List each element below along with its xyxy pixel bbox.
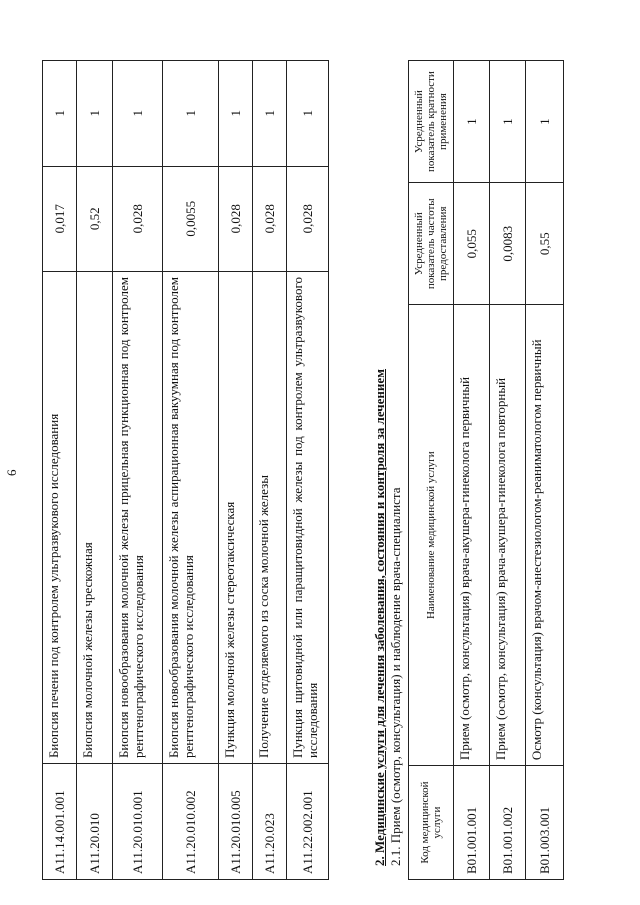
cell-freq: 0,028 bbox=[287, 166, 329, 272]
table-row bbox=[113, 61, 163, 880]
header-name: Наименование медицинской услуги bbox=[409, 305, 454, 766]
cell-mult: 1 bbox=[77, 61, 113, 167]
page-number: 6 bbox=[4, 469, 19, 476]
table-header-row bbox=[409, 61, 454, 880]
cell-name: Прием (осмотр, консультация) врача-акушера-гинеколога повторный bbox=[490, 305, 526, 766]
cell-code: A11.20.023 bbox=[253, 764, 287, 880]
table-row bbox=[77, 61, 113, 880]
cell-freq: 0,055 bbox=[454, 183, 490, 305]
table-row bbox=[219, 61, 253, 880]
header-mult: Усредненный показатель кратности применения bbox=[409, 61, 454, 183]
header-freq: Усредненный показатель частоты предоставления bbox=[409, 183, 454, 305]
cell-name: Пункция молочной железы стереотаксическая bbox=[219, 272, 253, 764]
cell-mult: 1 bbox=[287, 61, 329, 167]
table-row bbox=[43, 61, 77, 880]
cell-name: Биопсия печени под контролем ультразвукового исследования bbox=[43, 272, 77, 764]
cell-mult: 1 bbox=[454, 61, 490, 183]
cell-mult: 1 bbox=[526, 61, 564, 183]
cell-code: A11.20.010 bbox=[77, 764, 113, 880]
table-row bbox=[454, 61, 490, 880]
cell-name: Биопсия молочной железы чрескожная bbox=[77, 272, 113, 764]
cell-code: A11.14.001.001 bbox=[43, 764, 77, 880]
cell-name: Биопсия новообразования молочной железы аспирационная вакуумная под контролем рентгенографического исследования bbox=[163, 272, 219, 764]
cell-name: Пункция щитовидной или паращитовидной железы под контролем ультразвукового исследования bbox=[287, 272, 329, 764]
cell-freq: 0,0083 bbox=[490, 183, 526, 305]
cell-freq: 0,0055 bbox=[163, 166, 219, 272]
table-row bbox=[526, 61, 564, 880]
cell-freq: 0,52 bbox=[77, 166, 113, 272]
cell-mult: 1 bbox=[253, 61, 287, 167]
specialist-services-table bbox=[408, 60, 564, 880]
table-row bbox=[490, 61, 526, 880]
cell-code: A11.20.010.001 bbox=[113, 764, 163, 880]
cell-freq: 0,017 bbox=[43, 166, 77, 272]
table-row bbox=[163, 61, 219, 880]
rotated-content bbox=[4, 60, 602, 880]
cell-name: Биопсия новообразования молочной железы прицельная пункционная под контролем рентгенографического исследования bbox=[113, 272, 163, 764]
section-title: 2. Медицинские услуги для лечения заболевания, состояния и контроля за лечением bbox=[372, 368, 387, 866]
cell-code: B01.001.001 bbox=[454, 766, 490, 880]
cell-name: Осмотр (консультация) врачом-анестезиологом-реаниматологом первичный bbox=[526, 305, 564, 766]
cell-code: A11.22.002.001 bbox=[287, 764, 329, 880]
cell-mult: 1 bbox=[113, 61, 163, 167]
table-row bbox=[287, 61, 329, 880]
table-row bbox=[253, 61, 287, 880]
cell-mult: 1 bbox=[219, 61, 253, 167]
cell-name: Получение отделяемого из соска молочной железы bbox=[253, 272, 287, 764]
subsection-title: 2.1. Прием (осмотр, консультация) и наблюдение врача-специалиста bbox=[388, 487, 403, 866]
header-code: Код медицинской услуги bbox=[409, 766, 454, 880]
cell-freq: 0,028 bbox=[253, 166, 287, 272]
cell-freq: 0,55 bbox=[526, 183, 564, 305]
cell-mult: 1 bbox=[163, 61, 219, 167]
cell-code: A11.20.010.002 bbox=[163, 764, 219, 880]
cell-code: B01.001.002 bbox=[490, 766, 526, 880]
cell-code: B01.003.001 bbox=[526, 766, 564, 880]
cell-mult: 1 bbox=[43, 61, 77, 167]
cell-name: Прием (осмотр, консультация) врача-акушера-гинеколога первичный bbox=[454, 305, 490, 766]
services-table-continued bbox=[42, 60, 329, 880]
cell-code: A11.20.010.005 bbox=[219, 764, 253, 880]
cell-mult: 1 bbox=[490, 61, 526, 183]
cell-freq: 0,028 bbox=[113, 166, 163, 272]
cell-freq: 0,028 bbox=[219, 166, 253, 272]
